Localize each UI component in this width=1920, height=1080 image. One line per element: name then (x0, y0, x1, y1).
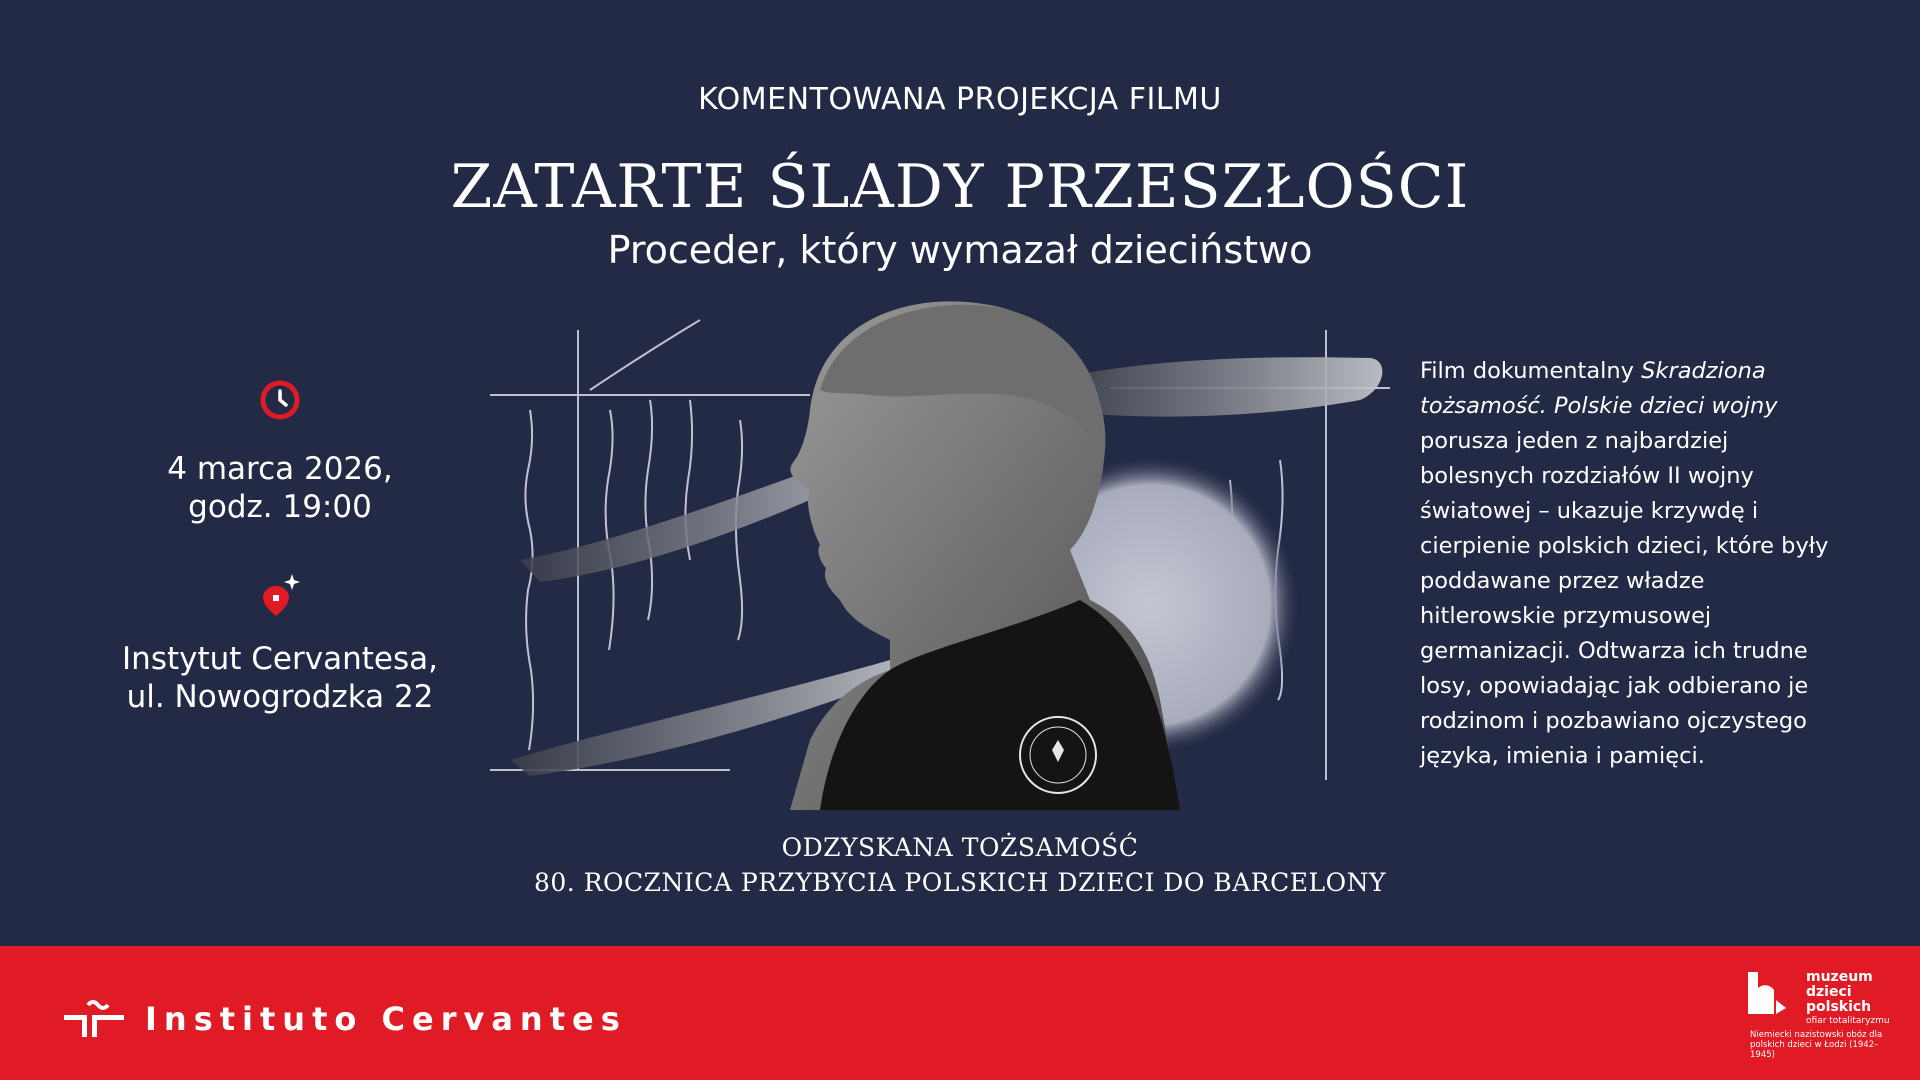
caption-line1: ODZYSKANA TOŻSAMOŚĆ (781, 833, 1139, 862)
anniversary-caption (0, 830, 1920, 900)
description-lead: Film dokumentalny (1420, 358, 1642, 384)
location-pin-icon (256, 572, 304, 620)
event-time: godz. 19:00 (188, 489, 372, 525)
event-subtitle: Proceder, który wymazał dzieciństwo (607, 228, 1313, 272)
film-description (1420, 354, 1830, 774)
description-body: porusza jeden z najbardziej bolesnych rozdziałów II wojny światowej – ukazuje krzywdę i cierpienie polskich dzieci, które były poddawane przez władze hitlerowskie przymusowej germanizacji. Odtwarza ich trudne losy, opowiadając jak odbierano je rodzinom i pozbawiano ojczystego języka, imienia i pamięci. (1420, 428, 1829, 769)
venue-address: ul. Nowogrodzka 22 (126, 679, 434, 715)
clock-icon (256, 376, 304, 424)
film-title: Skradziona tożsamość. Polskie dzieci wojny (1420, 358, 1778, 419)
event-date: 4 marca 2026, (167, 451, 393, 487)
event-kicker: KOMENTOWANA PROJEKCJA FILMU (698, 82, 1222, 117)
instituto-cervantes-logo-icon (62, 999, 126, 1039)
collage-image (490, 300, 1390, 810)
event-title: ZATARTE ŚLADY PRZESZŁOŚCI (450, 152, 1470, 222)
instituto-cervantes-name: Instituto Cervantes (145, 1000, 627, 1038)
caption-line2: 80. ROCZNICA PRZYBYCIA POLSKICH DZIECI DO BARCELONY (534, 868, 1386, 897)
muzeum-subtitle: Niemiecki nazistowski obóz dla polskich dzieci w Łodzi (1942–1945) (1750, 1030, 1883, 1060)
muzeum-brand-name: muzeum dzieci polskich (1806, 969, 1873, 1015)
muzeum-tagline: ofiar totalitaryzmu (1806, 1016, 1890, 1026)
venue-name: Instytut Cervantesa, (122, 641, 438, 677)
